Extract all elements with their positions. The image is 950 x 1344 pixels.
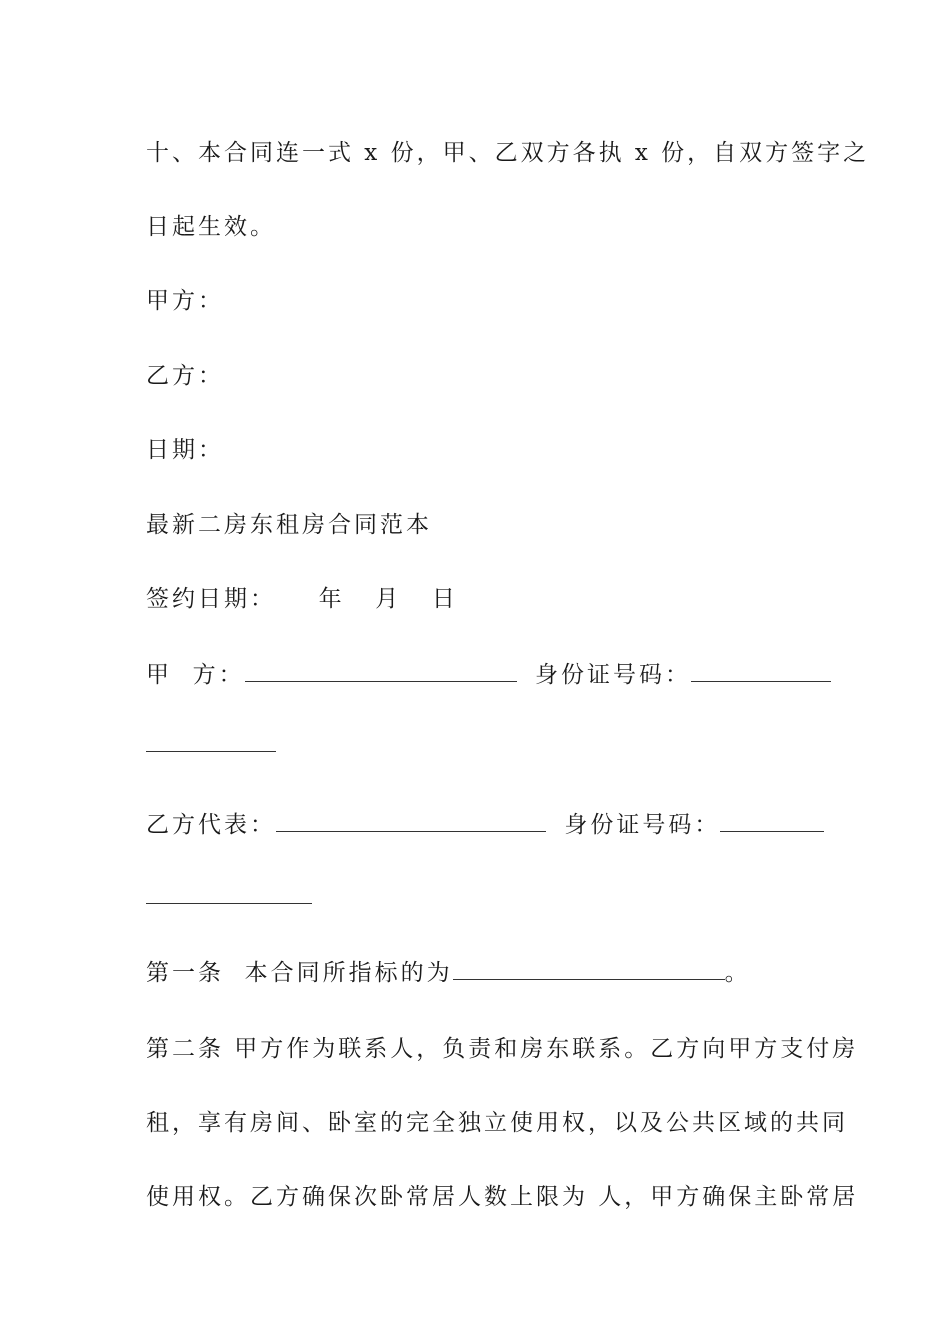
month-label: 月 bbox=[375, 586, 402, 612]
party-b-id-label: 身份证号码： bbox=[564, 812, 721, 838]
article-1 bbox=[146, 958, 806, 988]
document-title: 最新二房东租房合同范本 bbox=[146, 512, 432, 538]
party-a-label: 甲 方： bbox=[146, 662, 245, 688]
sign-date-label: 签约日期： bbox=[146, 586, 276, 612]
party-a-row bbox=[146, 660, 806, 690]
day-label: 日 bbox=[431, 586, 458, 612]
party-b-name-blank bbox=[276, 811, 546, 832]
party-b-id-blank-continued bbox=[146, 883, 312, 904]
party-a-id-continuation bbox=[146, 730, 806, 760]
party-a-id-blank bbox=[691, 661, 831, 682]
signature-party-a: 甲方： bbox=[146, 288, 224, 314]
signature-party-b: 乙方： bbox=[146, 363, 224, 389]
party-a-id-label: 身份证号码： bbox=[534, 662, 691, 688]
signature-date: 日期： bbox=[146, 437, 224, 463]
party-b-row bbox=[146, 810, 806, 840]
year-label: 年 bbox=[318, 586, 345, 612]
party-a-name-blank bbox=[245, 661, 517, 682]
article-1-subject-blank bbox=[453, 959, 725, 980]
party-b-id-blank bbox=[720, 811, 824, 832]
clause-10-line-1: 十、本合同连一式 x 份，甲、乙双方各执 x 份，自双方签字之 bbox=[146, 140, 870, 166]
sign-date-row bbox=[146, 584, 806, 614]
party-a-id-blank-continued bbox=[146, 731, 276, 752]
clause-10-line-2: 日起生效。 bbox=[146, 214, 276, 240]
article-1-period: 。 bbox=[724, 960, 751, 986]
article-2-line-1: 第二条 甲方作为联系人，负责和房东联系。乙方向甲方支付房 bbox=[146, 1036, 859, 1062]
article-2-line-3: 使用权。乙方确保次卧常居人数上限为 人，甲方确保主卧常居 bbox=[146, 1184, 859, 1210]
article-2-line-2: 租，享有房间、卧室的完全独立使用权，以及公共区域的共同 bbox=[146, 1110, 848, 1136]
party-b-label: 乙方代表： bbox=[146, 812, 276, 838]
party-b-id-continuation bbox=[146, 882, 806, 912]
article-1-text: 第一条 本合同所指标的为 bbox=[146, 960, 453, 986]
